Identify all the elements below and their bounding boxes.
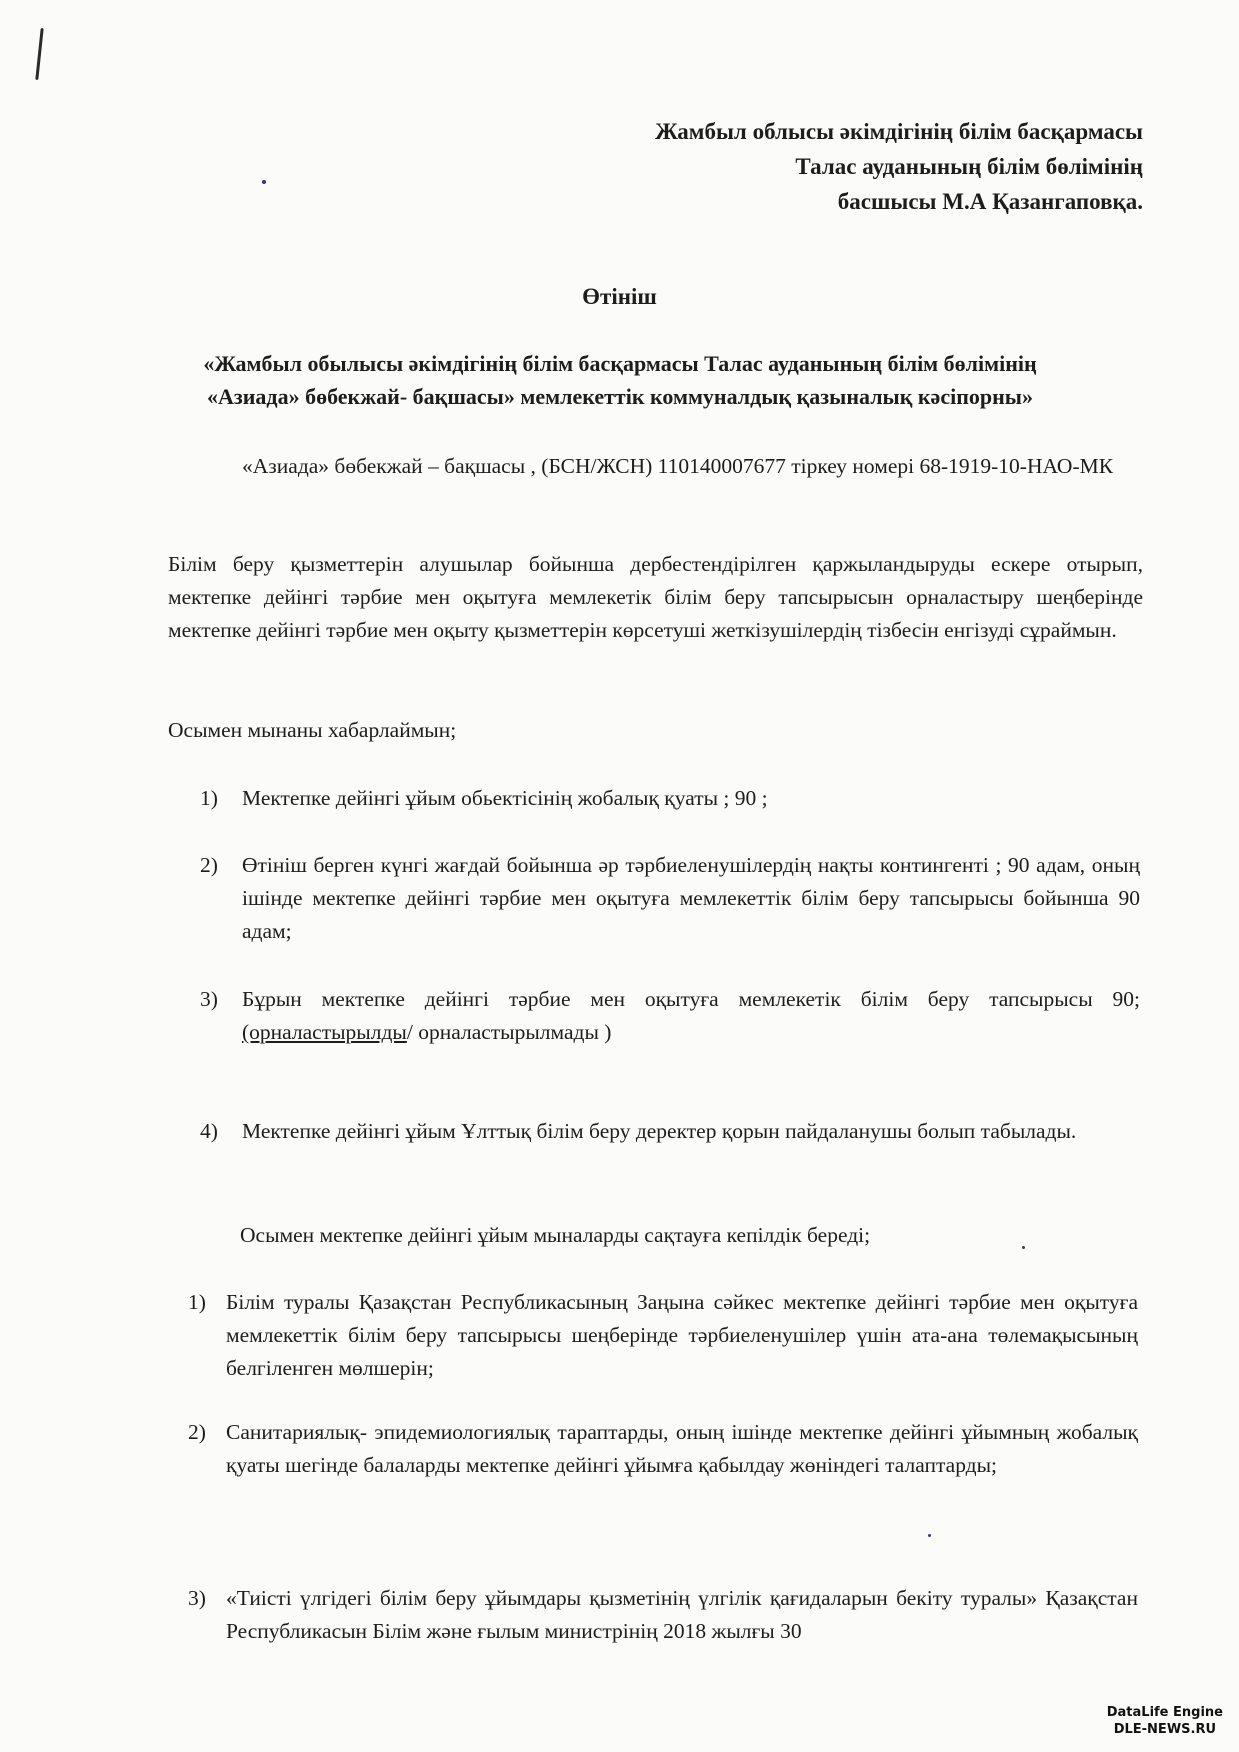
underlined-option: (орналастырылды (242, 1020, 407, 1044)
registration-paragraph: «Азиада» бөбекжай – бақшасы , (БСН/ЖСН) 110140007677 тіркеу номері 68-1919-10-НАО-МК (242, 454, 1114, 478)
item-number: 2) (188, 1420, 206, 1444)
item-text: Білім туралы Қазақстан Республикасының Заңына сәйкес мектепке дейінгі тәрбие мен оқытуға мемлекеттік білім беру тапсырысы шеңберінде тәрбиеленушілер үшін ата-ана төлемақысының белгіленген мөлшерін; (226, 1290, 1138, 1380)
organization-line-2: «Азиада» бөбекжай- бақшасы» мемлекеттік коммуналдық қазыналық кәсіпорны» (207, 384, 1033, 409)
item-text: Мектепке дейінгі ұйым Ұлттық білім беру деректер қорын пайдаланушы болып табылады. (242, 1119, 1077, 1143)
item-text: Өтініш берген күнгі жағдай бойынша әр тәрбиеленушілердің нақты контингенті ; 90 адам, оның ішінде мектепке дейінгі тәрбие мен оқытуға мемлекеттік білім беру тапсырысы бойынша 90 адам; (242, 853, 1140, 943)
item-number: 4) (200, 1119, 218, 1143)
item-text-part: Бұрын мектепке дейінгі тәрбие мен оқытуға мемлекетік білім беру тапсырысы 90; (242, 987, 1140, 1011)
item-text (242, 983, 1140, 1049)
organization-line-1: «Жамбыл обылысы әкімдігінің білім басқармасы Талас ауданының білім бөлімінің (203, 351, 1037, 376)
scan-speck (1022, 1246, 1025, 1249)
watermark-line-2: DLE-NEWS.RU (1113, 1722, 1217, 1737)
item-number: 3) (200, 987, 218, 1011)
pen-mark (35, 28, 43, 80)
item-number: 3) (188, 1586, 206, 1610)
scan-speck (928, 1534, 931, 1537)
watermark (1107, 1704, 1223, 1738)
organization-name (100, 347, 1140, 413)
item-text: Санитариялық- эпидемиологиялық тараптарды, оның ішінде мектепке дейінгі ұйымның жобалық қуаты шегінде балаларды мектепке дейінгі ұйымға қабылдау жөніндегі талаптарды; (226, 1420, 1138, 1477)
info-intro: Осымен мынаны хабарлаймын; (168, 718, 457, 742)
addressee-line-2: Талас ауданының білім бөлімінің (795, 154, 1143, 179)
item-number: 1) (200, 786, 218, 810)
guarantee-intro: Осымен мектепке дейінгі ұйым мыналарды сақтауға кепілдік береді; (240, 1223, 871, 1247)
watermark-line-1: DataLife Engine (1106, 1705, 1223, 1720)
document-title: Өтініш (582, 284, 657, 309)
item-text-part: / орналастырылмады ) (406, 1020, 612, 1044)
addressee-line-1: Жамбыл облысы әкімдігінің білім басқармасы (655, 119, 1143, 144)
scan-speck (262, 180, 266, 184)
item-number: 2) (200, 853, 218, 877)
item-text: «Тиісті үлгідегі білім беру ұйымдары қызметінің үлгілік қағидаларын бекіту туралы» Қазақстан Республикасын Білім және ғылым министрінің 2018 жылғы 30 (226, 1586, 1138, 1643)
item-number: 1) (188, 1290, 206, 1314)
addressee-line-3: басшысы М.А Қазангаповқа. (837, 189, 1143, 214)
addressee-block (655, 114, 1143, 219)
item-text: Мектепке дейінгі ұйым обьектісінің жобалық қуаты ; 90 ; (242, 786, 768, 810)
request-paragraph: Білім беру қызметтерін алушылар бойынша дербестендірілген қаржыландыруды ескере отырып, мектепке дейінгі тәрбие мен оқытуға мемлекетік білім беру тапсырысын орналастыру шеңберінде мектепке дейінгі тәрбие мен оқыту қызметтерін көрсетуші жеткізушілердің тізбесін енгізуді сұраймын. (168, 552, 1143, 642)
